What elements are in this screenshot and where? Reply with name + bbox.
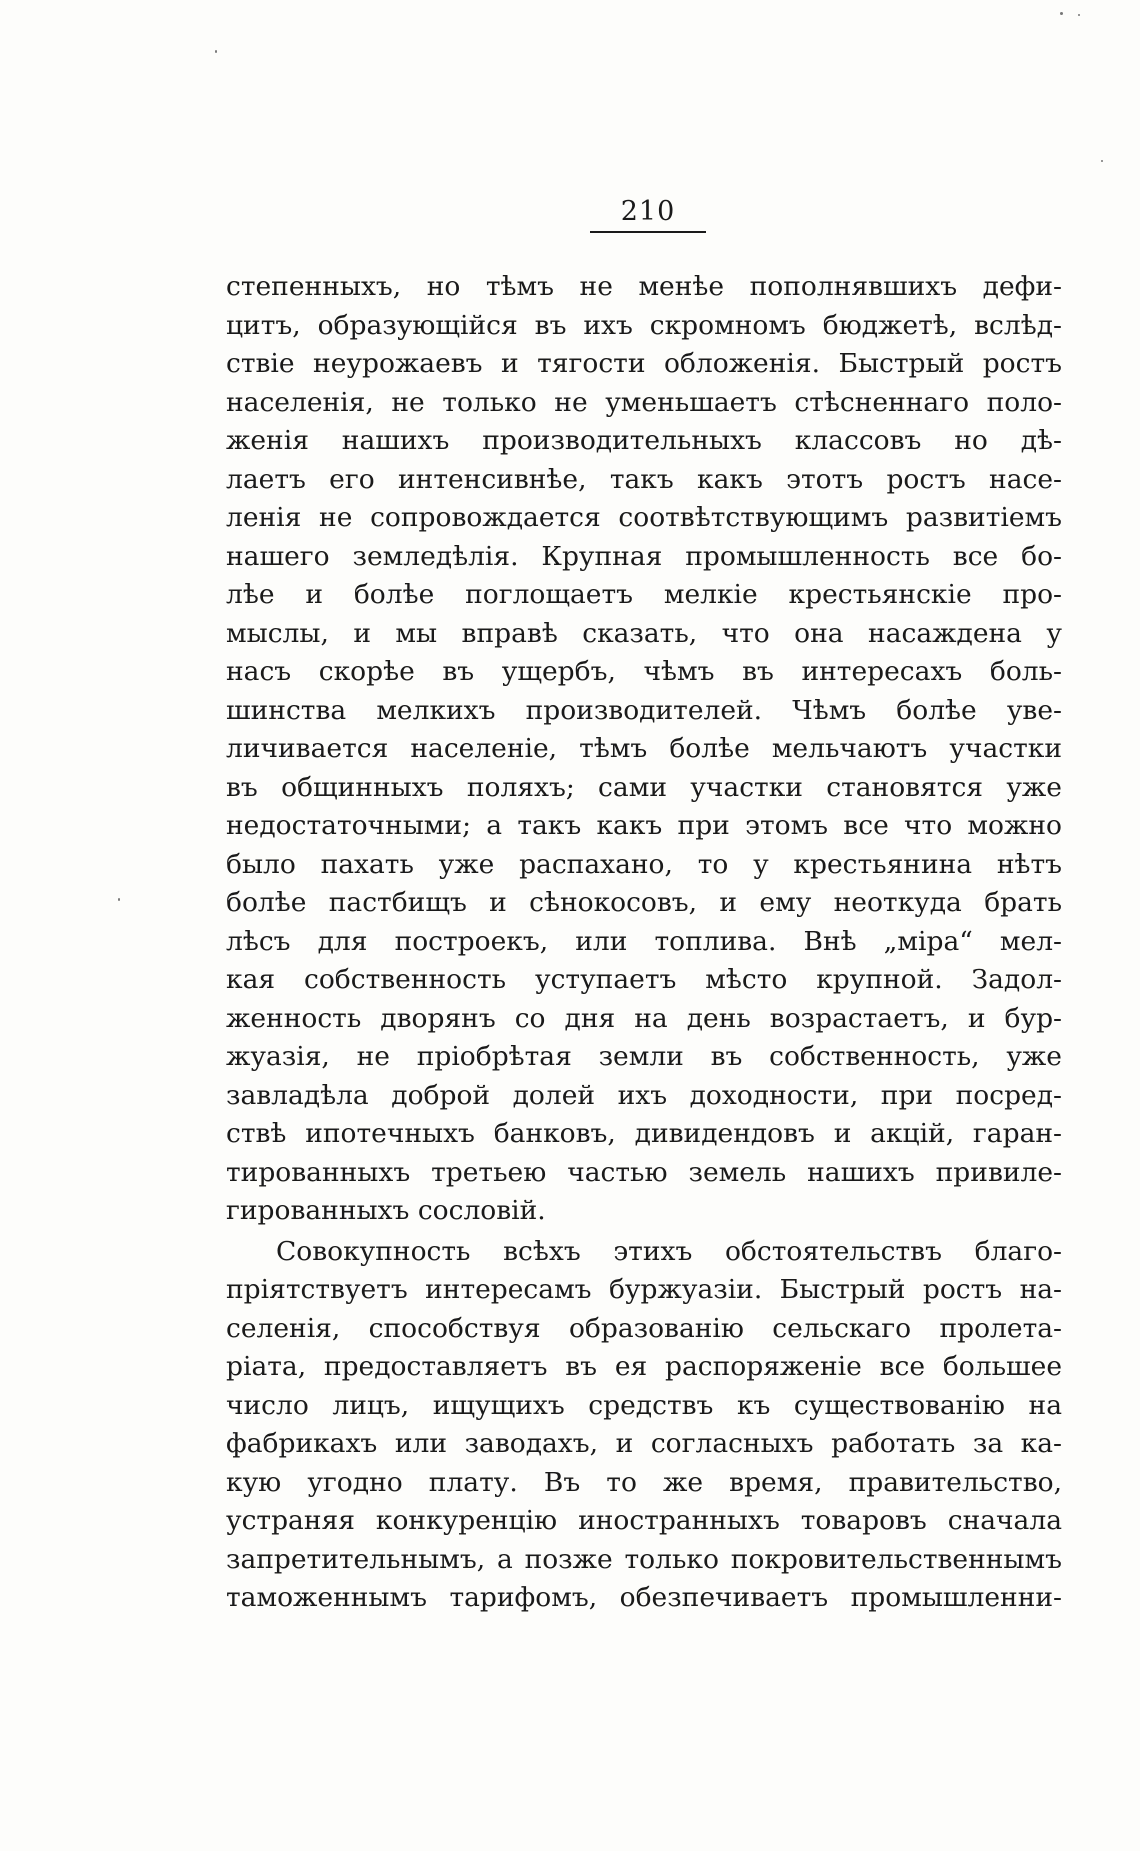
text-line: мыслы, и мы вправѣ сказать, что она насаждена у	[226, 617, 1062, 649]
text-line: ствѣ ипотечныхъ банковъ, дивидендовъ и акцій, гаран-	[226, 1118, 1062, 1149]
text-line: жуазія, не пріобрѣтая земли въ собственность, уже	[226, 1041, 1062, 1072]
body-text	[226, 268, 1062, 1618]
text-line: устраняя конкуренцію иностранныхъ товаровъ сначала	[226, 1505, 1062, 1536]
text-line: лѣсъ для построекъ, или топлива. Внѣ „міра“ мел-	[226, 925, 1062, 957]
text-line: кую угодно плату. Въ то же время, правительство,	[226, 1466, 1062, 1498]
text-line: степенныхъ, но тѣмъ не менѣе пополнявшихъ дефи-	[226, 271, 1062, 302]
text-line: фабрикахъ или заводахъ, и согласныхъ работать за ка-	[226, 1428, 1062, 1459]
text-line: было пахать уже распахано, то у крестьянина нѣтъ	[226, 848, 1062, 880]
text-line: женія нашихъ производительныхъ классовъ но дѣ-	[226, 425, 1062, 456]
text-line: цитъ, образующійся въ ихъ скромномъ бюджетѣ, вслѣд-	[226, 309, 1062, 341]
text-line: ствіе неурожаевъ и тягости обложенія. Быстрый ростъ	[226, 348, 1062, 379]
text-line: нашего земледѣлія. Крупная промышленность все бо-	[226, 540, 1062, 572]
text-line: таможеннымъ тарифомъ, обезпечиваетъ промышленни-	[226, 1582, 1062, 1613]
text-line: личивается населеніе, тѣмъ болѣе мельчаютъ участки	[226, 733, 1062, 764]
text-line: болѣе пастбищъ и сѣнокосовъ, и ему неоткуда брать	[226, 887, 1062, 918]
scan-speck	[1060, 12, 1063, 15]
page-number-rule	[590, 231, 706, 233]
text-line: ріата, предоставляетъ въ ея распоряженіе все большее	[226, 1351, 1062, 1382]
text-line: лѣе и болѣе поглощаетъ мелкіе крестьянскіе про-	[226, 579, 1062, 610]
text-line: кая собственность уступаетъ мѣсто крупной. Задол-	[226, 964, 1062, 995]
text-line: число лицъ, ищущихъ средствъ къ существованію на	[226, 1389, 1062, 1421]
text-line: селенія, способствуя образованію сельскаго пролета-	[226, 1312, 1062, 1344]
text-line: Совокупность всѣхъ этихъ обстоятельствъ благо-	[276, 1235, 1062, 1267]
scan-speck	[215, 50, 217, 53]
scan-speck	[1078, 14, 1080, 16]
text-line: въ общинныхъ поляхъ; сами участки становятся уже	[226, 771, 1062, 803]
text-line: ленія не сопровождается соотвѣтствующимъ развитіемъ	[226, 502, 1062, 533]
page-number: 210	[620, 196, 676, 227]
text-line: насъ скорѣе въ ущербъ, чѣмъ въ интересахъ боль-	[226, 656, 1062, 687]
text-line: запретительнымъ, а позже только покровительственнымъ	[226, 1543, 1062, 1575]
scan-speck	[118, 898, 120, 901]
text-line: населенія, не только не уменьшаетъ стѣсненнаго поло-	[226, 386, 1062, 418]
text-line: гированныхъ сословій.	[226, 1195, 546, 1226]
scan-speck	[1101, 160, 1103, 162]
text-line: недостаточными; а такъ какъ при этомъ все что можно	[226, 810, 1062, 841]
text-line: тированныхъ третьею частью земель нашихъ привиле-	[226, 1156, 1062, 1188]
text-line: шинства мелкихъ производителей. Чѣмъ болѣе уве-	[226, 694, 1062, 726]
text-line: завладѣла доброй долей ихъ доходности, при посред-	[226, 1079, 1062, 1111]
text-line: лаетъ его интенсивнѣе, такъ какъ этотъ ростъ насе-	[226, 463, 1062, 495]
text-line: женность дворянъ со дня на день возрастаетъ, и бур-	[226, 1002, 1062, 1034]
text-line: пріятствуетъ интересамъ буржуазіи. Быстрый ростъ на-	[226, 1274, 1062, 1305]
